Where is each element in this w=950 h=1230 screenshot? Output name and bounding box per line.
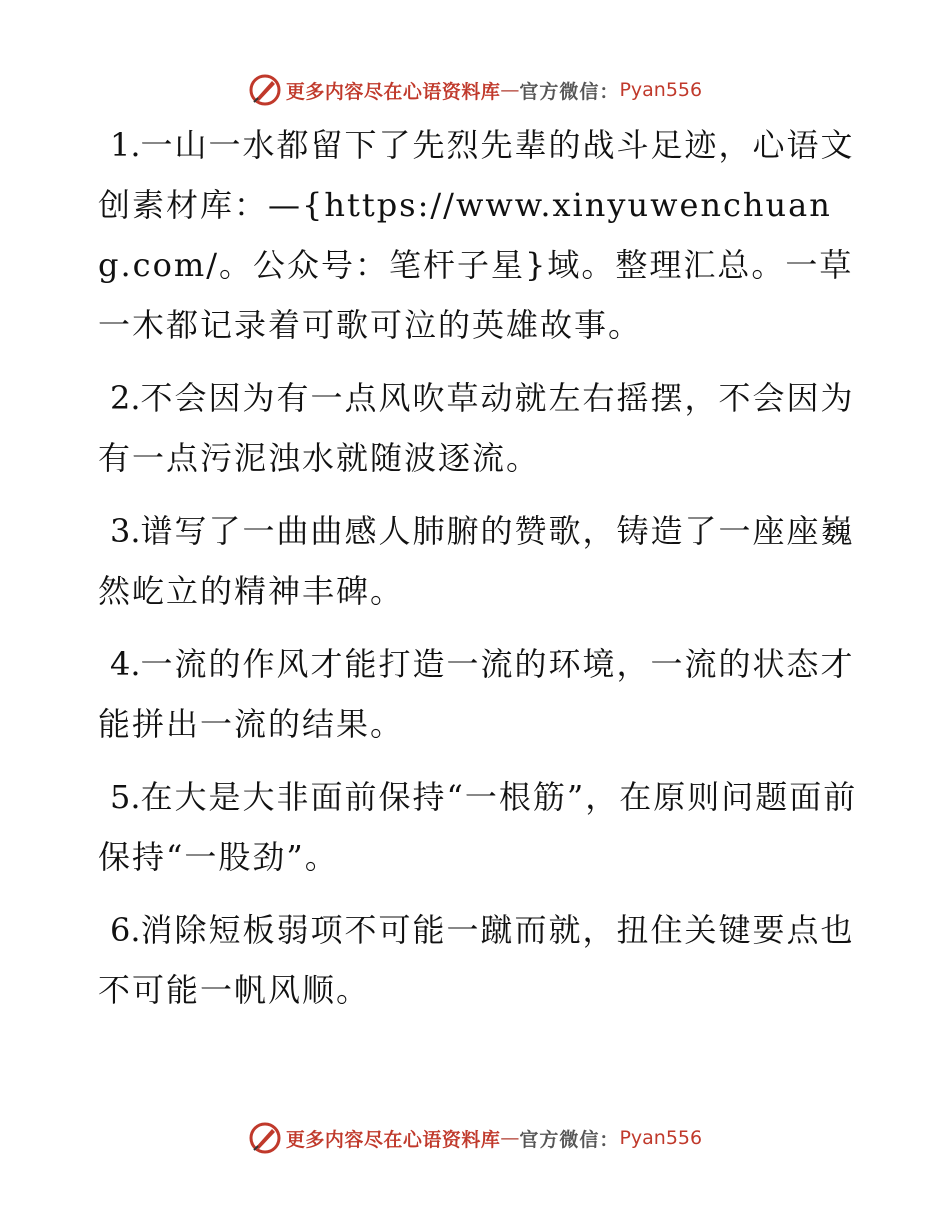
- item-text: 一流的作风才能打造一流的环境，一流的状态才能拼出一流的结果。: [98, 645, 855, 743]
- banner-dash: —: [500, 1127, 520, 1149]
- footer-banner: [0, 1118, 950, 1158]
- list-item: [98, 900, 858, 1020]
- banner-text: 更多内容尽在心语资料库: [285, 1128, 501, 1151]
- item-text: 在大是大非面前保持“一根筋”，在原则问题面前保持“一股劲”。: [98, 778, 858, 876]
- banner-dash: —: [500, 79, 520, 101]
- list-item: [98, 634, 858, 754]
- list-item: [98, 368, 858, 488]
- banner-handle: Pyan556: [619, 79, 703, 101]
- banner-wechat-label: 官方微信：: [519, 1128, 620, 1151]
- quill-logo-icon: [248, 1121, 282, 1155]
- item-number: 4.: [110, 645, 141, 683]
- banner-text: 更多内容尽在心语资料库: [285, 80, 501, 103]
- list-item: [98, 115, 858, 355]
- item-number: 6.: [110, 911, 141, 949]
- item-number: 2.: [110, 379, 141, 417]
- header-banner: [0, 70, 950, 110]
- list-item: [98, 501, 858, 621]
- item-text: 一山一水都留下了先烈先辈的战斗足迹，心语文创素材库：—{https://www.xinyuwenchuang.com/。公众号：笔杆子星}域。整理汇总。一草一木都记录着可歌可泣的英雄故事。: [98, 126, 855, 344]
- document-body: [98, 115, 858, 1033]
- item-number: 1.: [110, 126, 141, 164]
- quill-logo-icon: [248, 73, 282, 107]
- item-text: 不会因为有一点风吹草动就左右摇摆，不会因为有一点污泥浊水就随波逐流。: [98, 379, 855, 477]
- item-text: 谱写了一曲曲感人肺腑的赞歌，铸造了一座座巍然屹立的精神丰碑。: [98, 512, 855, 610]
- item-text: 消除短板弱项不可能一蹴而就，扭住关键要点也不可能一帆风顺。: [98, 911, 855, 1009]
- banner-wechat-label: 官方微信：: [519, 80, 620, 103]
- item-number: 5.: [110, 778, 141, 816]
- list-item: [98, 767, 858, 887]
- item-number: 3.: [110, 512, 141, 550]
- banner-handle: Pyan556: [619, 1127, 703, 1149]
